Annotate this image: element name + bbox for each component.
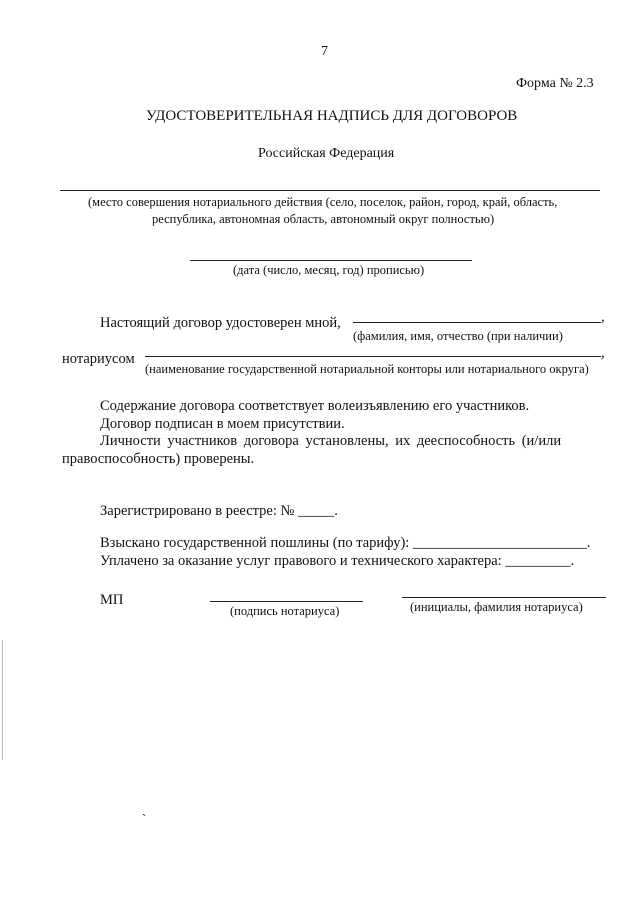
- document-title: УДОСТОВЕРИТЕЛЬНАЯ НАДПИСЬ ДЛЯ ДОГОВОРОВ: [146, 108, 518, 124]
- page-number: 7: [321, 44, 328, 59]
- notary-label: нотариусом: [62, 351, 135, 367]
- country-name: Российская Федерация: [258, 146, 395, 161]
- notary-name-caption: (фамилия, имя, отчество (при наличии): [353, 329, 563, 343]
- date-caption: (дата (число, месяц, год) прописью): [233, 263, 425, 277]
- initials-caption: (инициалы, фамилия нотариуса): [410, 600, 583, 614]
- form-number: Форма № 2.3: [516, 76, 594, 91]
- place-caption: (место совершения нотариального действия (село, поселок, район, город, край, область,: [88, 195, 558, 209]
- identity-statement: Личности участников договора установлены, их дееспособность (и/или: [100, 433, 562, 449]
- notary-office-line: [145, 356, 601, 357]
- seal-label: МП: [100, 592, 124, 608]
- signing-statement: Договор подписан в моем присутствии.: [100, 416, 345, 432]
- notary-office-caption: (наименование государственной нотариальной конторы или нотариального округа): [145, 362, 589, 376]
- notary-line-end: ,: [601, 345, 605, 361]
- notary-name-line: [353, 322, 601, 323]
- identity-statement-continued: правоспособность) проверены.: [62, 451, 255, 467]
- certified-line-end: ,: [601, 309, 605, 325]
- place-caption-continued: республика, автономная область, автономный округ полностью): [152, 212, 495, 226]
- initials-line: [402, 597, 606, 598]
- services-fee-line: Уплачено за оказание услуг правового и технического характера: _________.: [100, 553, 575, 569]
- signature-line: [210, 601, 363, 602]
- state-fee-line: Взыскано государственной пошлины (по тарифу): ________________________.: [100, 535, 591, 551]
- registry-line: Зарегистрировано в реестре: № _____.: [100, 503, 338, 519]
- place-line: [60, 190, 600, 191]
- scan-edge-mark: [2, 640, 3, 760]
- date-line: [190, 260, 472, 261]
- signature-caption: (подпись нотариуса): [230, 604, 340, 618]
- stray-mark: `: [142, 812, 147, 826]
- certified-statement: Настоящий договор удостоверен мной,: [100, 315, 341, 331]
- content-statement: Содержание договора соответствует волеизъявлению его участников.: [100, 398, 530, 414]
